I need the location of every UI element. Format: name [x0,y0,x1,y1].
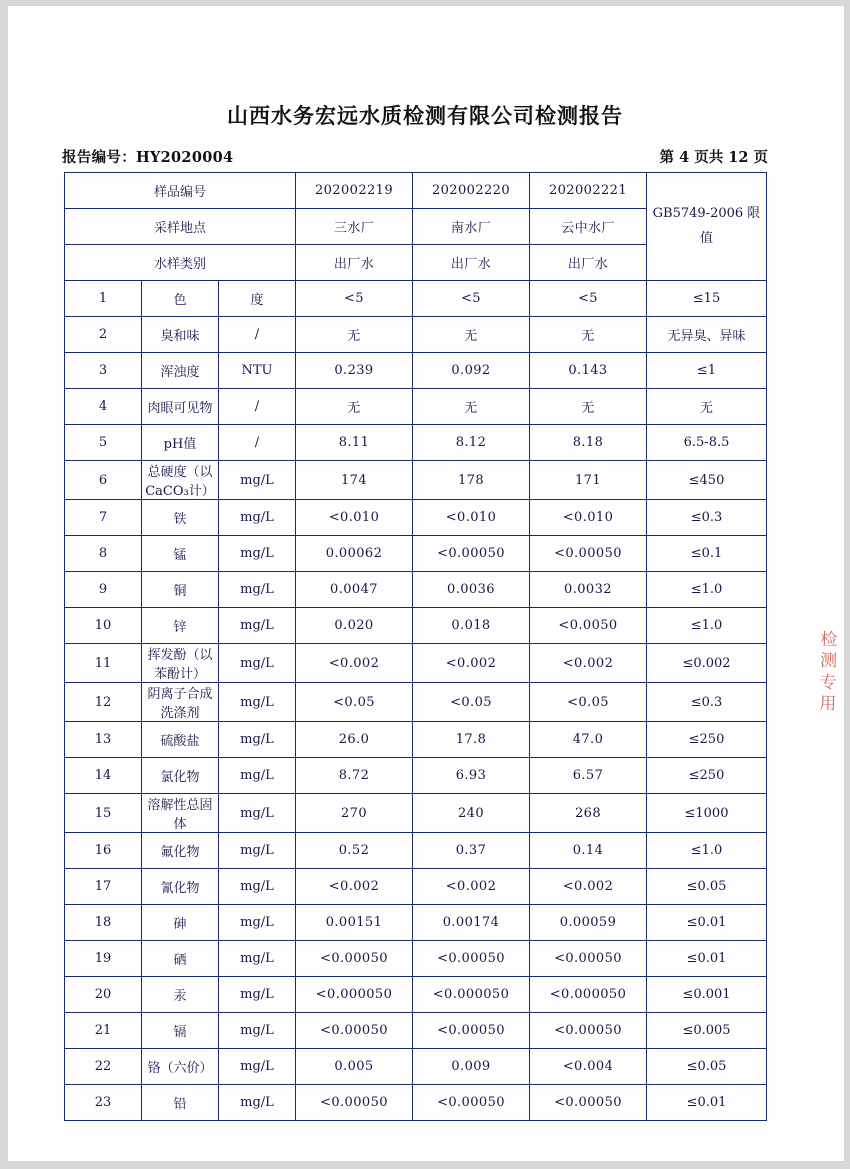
row-limit: 无 [647,389,767,425]
header-location-2: 南水厂 [413,209,530,245]
row-limit: ≤15 [647,281,767,317]
row-parameter: 汞 [142,977,219,1013]
row-limit: ≤0.002 [647,644,767,683]
row-value-2: 0.009 [413,1049,530,1085]
page-title: 山西水务宏远水质检测有限公司检测报告 [227,103,623,128]
row-value-2: 178 [413,461,530,500]
row-value-3: 268 [530,794,647,833]
row-value-1: 无 [296,389,413,425]
row-index: 8 [65,536,142,572]
row-limit: ≤1.0 [647,572,767,608]
table-row [65,941,767,977]
table-row [65,536,767,572]
row-value-3: <0.00050 [530,1085,647,1121]
row-unit: mg/L [219,500,296,536]
row-value-2: <0.010 [413,500,530,536]
row-value-3: 47.0 [530,722,647,758]
row-limit: ≤0.001 [647,977,767,1013]
row-value-2: <0.05 [413,683,530,722]
table-row [65,572,767,608]
row-index: 2 [65,317,142,353]
row-value-2: 8.12 [413,425,530,461]
row-value-3: <5 [530,281,647,317]
row-index: 16 [65,833,142,869]
table-row [65,905,767,941]
row-index: 21 [65,1013,142,1049]
row-index: 1 [65,281,142,317]
row-parameter: 氰化物 [142,869,219,905]
row-unit: mg/L [219,1013,296,1049]
row-unit: / [219,425,296,461]
row-value-1: <0.000050 [296,977,413,1013]
table-row [65,281,767,317]
row-limit: ≤0.01 [647,941,767,977]
row-value-2: <0.00050 [413,1013,530,1049]
row-value-2: 0.37 [413,833,530,869]
table-row [65,869,767,905]
header-location-1: 三水厂 [296,209,413,245]
row-value-2: 0.092 [413,353,530,389]
table-header-row-sample-id [65,173,767,209]
row-limit: ≤250 [647,722,767,758]
table-row [65,833,767,869]
table-row [65,389,767,425]
row-parameter: 挥发酚（以苯酚计） [142,644,219,683]
row-limit: ≤450 [647,461,767,500]
row-parameter: 肉眼可见物 [142,389,219,425]
row-value-1: <0.05 [296,683,413,722]
row-parameter: 镉 [142,1013,219,1049]
row-index: 18 [65,905,142,941]
row-parameter: 铅 [142,1085,219,1121]
table-row [65,683,767,722]
row-parameter: 硒 [142,941,219,977]
row-limit: ≤0.3 [647,500,767,536]
row-parameter: 砷 [142,905,219,941]
row-limit: ≤1000 [647,794,767,833]
row-value-3: <0.00050 [530,536,647,572]
row-value-2: <0.00050 [413,941,530,977]
row-limit: ≤0.3 [647,683,767,722]
row-value-1: <0.002 [296,869,413,905]
row-value-2: 无 [413,389,530,425]
row-limit: ≤0.01 [647,1085,767,1121]
row-value-3: <0.000050 [530,977,647,1013]
row-value-2: 无 [413,317,530,353]
row-value-1: 0.239 [296,353,413,389]
row-index: 11 [65,644,142,683]
table-row [65,758,767,794]
row-value-1: <0.00050 [296,941,413,977]
header-label-location: 采样地点 [65,209,296,245]
scan-edge-left [0,0,8,1169]
row-unit: mg/L [219,608,296,644]
row-unit: NTU [219,353,296,389]
table-row [65,1085,767,1121]
row-value-1: 26.0 [296,722,413,758]
row-parameter: 臭和味 [142,317,219,353]
row-value-1: <0.00050 [296,1085,413,1121]
row-value-3: <0.004 [530,1049,647,1085]
table-row [65,608,767,644]
row-unit: mg/L [219,941,296,977]
row-index: 6 [65,461,142,500]
row-unit: mg/L [219,977,296,1013]
table-row [65,317,767,353]
row-value-3: <0.00050 [530,1013,647,1049]
row-value-1: 8.72 [296,758,413,794]
row-index: 7 [65,500,142,536]
table-row [65,794,767,833]
row-index: 5 [65,425,142,461]
row-parameter: 总硬度（以CaCO₃计） [142,461,219,500]
row-unit: / [219,389,296,425]
row-value-3: 0.00059 [530,905,647,941]
row-value-3: <0.0050 [530,608,647,644]
row-index: 17 [65,869,142,905]
row-parameter: 硫酸盐 [142,722,219,758]
row-value-2: 240 [413,794,530,833]
row-unit: mg/L [219,794,296,833]
row-value-3: 0.0032 [530,572,647,608]
row-parameter: 氯化物 [142,758,219,794]
header-water-type-2: 出厂水 [413,245,530,281]
results-table-body [65,173,767,1121]
row-value-3: <0.00050 [530,941,647,977]
row-value-2: 0.018 [413,608,530,644]
row-value-1: 0.52 [296,833,413,869]
report-number: 报告编号：HY2020004 [62,149,234,166]
row-index: 19 [65,941,142,977]
header-sample-id-2: 202002220 [413,173,530,209]
row-unit: / [219,317,296,353]
row-unit: mg/L [219,683,296,722]
table-row [65,1013,767,1049]
row-index: 22 [65,1049,142,1085]
row-limit: ≤250 [647,758,767,794]
row-value-1: 0.0047 [296,572,413,608]
row-value-1: 270 [296,794,413,833]
row-unit: mg/L [219,572,296,608]
row-value-1: 无 [296,317,413,353]
row-value-2: 0.0036 [413,572,530,608]
row-value-3: <0.05 [530,683,647,722]
row-value-2: <0.002 [413,869,530,905]
header-limit-standard: GB5749-2006 限值 [647,173,767,281]
row-parameter: 铬（六价） [142,1049,219,1085]
row-value-2: 6.93 [413,758,530,794]
row-index: 3 [65,353,142,389]
table-row [65,644,767,683]
table-row [65,1049,767,1085]
header-water-type-1: 出厂水 [296,245,413,281]
row-value-1: <0.010 [296,500,413,536]
row-index: 9 [65,572,142,608]
row-parameter: 浑浊度 [142,353,219,389]
row-limit: ≤1.0 [647,833,767,869]
table-row [65,722,767,758]
row-unit: 度 [219,281,296,317]
row-value-3: 0.143 [530,353,647,389]
row-value-3: <0.002 [530,869,647,905]
row-value-1: 0.00062 [296,536,413,572]
row-value-2: 17.8 [413,722,530,758]
row-value-1: 0.005 [296,1049,413,1085]
row-parameter: 铁 [142,500,219,536]
row-unit: mg/L [219,833,296,869]
row-limit: 6.5-8.5 [647,425,767,461]
row-limit: 无异臭、异味 [647,317,767,353]
header-water-type-3: 出厂水 [530,245,647,281]
row-unit: mg/L [219,722,296,758]
row-value-3: 无 [530,389,647,425]
row-value-2: <0.002 [413,644,530,683]
table-row [65,461,767,500]
row-index: 23 [65,1085,142,1121]
row-value-2: <0.00050 [413,1085,530,1121]
row-value-1: <0.00050 [296,1013,413,1049]
row-index: 14 [65,758,142,794]
row-index: 12 [65,683,142,722]
scan-edge-bottom [0,1161,850,1169]
row-limit: ≤0.01 [647,905,767,941]
row-index: 10 [65,608,142,644]
scan-edge-right [844,0,850,1169]
row-unit: mg/L [219,1085,296,1121]
row-value-1: 174 [296,461,413,500]
row-parameter: pH值 [142,425,219,461]
row-parameter: 锌 [142,608,219,644]
row-value-3: <0.010 [530,500,647,536]
page-number: 第 4 页共 12 页 [659,149,768,166]
row-value-3: 171 [530,461,647,500]
row-unit: mg/L [219,869,296,905]
row-index: 4 [65,389,142,425]
row-value-2: <0.00050 [413,536,530,572]
row-parameter: 溶解性总固体 [142,794,219,833]
table-row [65,500,767,536]
row-value-1: 8.11 [296,425,413,461]
row-unit: mg/L [219,905,296,941]
header-label-sample-id: 样品编号 [65,173,296,209]
header-label-water-type: 水样类别 [65,245,296,281]
row-index: 13 [65,722,142,758]
row-value-2: 0.00174 [413,905,530,941]
row-unit: mg/L [219,536,296,572]
row-parameter: 色 [142,281,219,317]
scan-edge-top [0,0,850,6]
row-limit: ≤0.005 [647,1013,767,1049]
header-sample-id-3: 202002221 [530,173,647,209]
row-parameter: 锰 [142,536,219,572]
row-unit: mg/L [219,461,296,500]
row-value-1: 0.020 [296,608,413,644]
row-limit: ≤0.05 [647,869,767,905]
row-unit: mg/L [219,1049,296,1085]
row-limit: ≤1 [647,353,767,389]
row-index: 15 [65,794,142,833]
row-value-2: <5 [413,281,530,317]
row-value-1: 0.00151 [296,905,413,941]
header-sample-id-1: 202002219 [296,173,413,209]
row-parameter: 铜 [142,572,219,608]
official-stamp: 检测专用 [819,629,838,714]
row-value-3: 无 [530,317,647,353]
row-limit: ≤0.05 [647,1049,767,1085]
table-row [65,425,767,461]
row-index: 20 [65,977,142,1013]
row-limit: ≤0.1 [647,536,767,572]
row-value-1: <5 [296,281,413,317]
row-parameter: 氟化物 [142,833,219,869]
results-table [64,172,767,1121]
row-parameter: 阴离子合成洗涤剂 [142,683,219,722]
row-value-3: 0.14 [530,833,647,869]
report-meta [62,146,768,167]
header-location-3: 云中水厂 [530,209,647,245]
row-value-1: <0.002 [296,644,413,683]
row-value-3: 6.57 [530,758,647,794]
row-unit: mg/L [219,758,296,794]
row-limit: ≤1.0 [647,608,767,644]
row-unit: mg/L [219,644,296,683]
table-row [65,353,767,389]
row-value-2: <0.000050 [413,977,530,1013]
row-value-3: 8.18 [530,425,647,461]
table-row [65,977,767,1013]
row-value-3: <0.002 [530,644,647,683]
